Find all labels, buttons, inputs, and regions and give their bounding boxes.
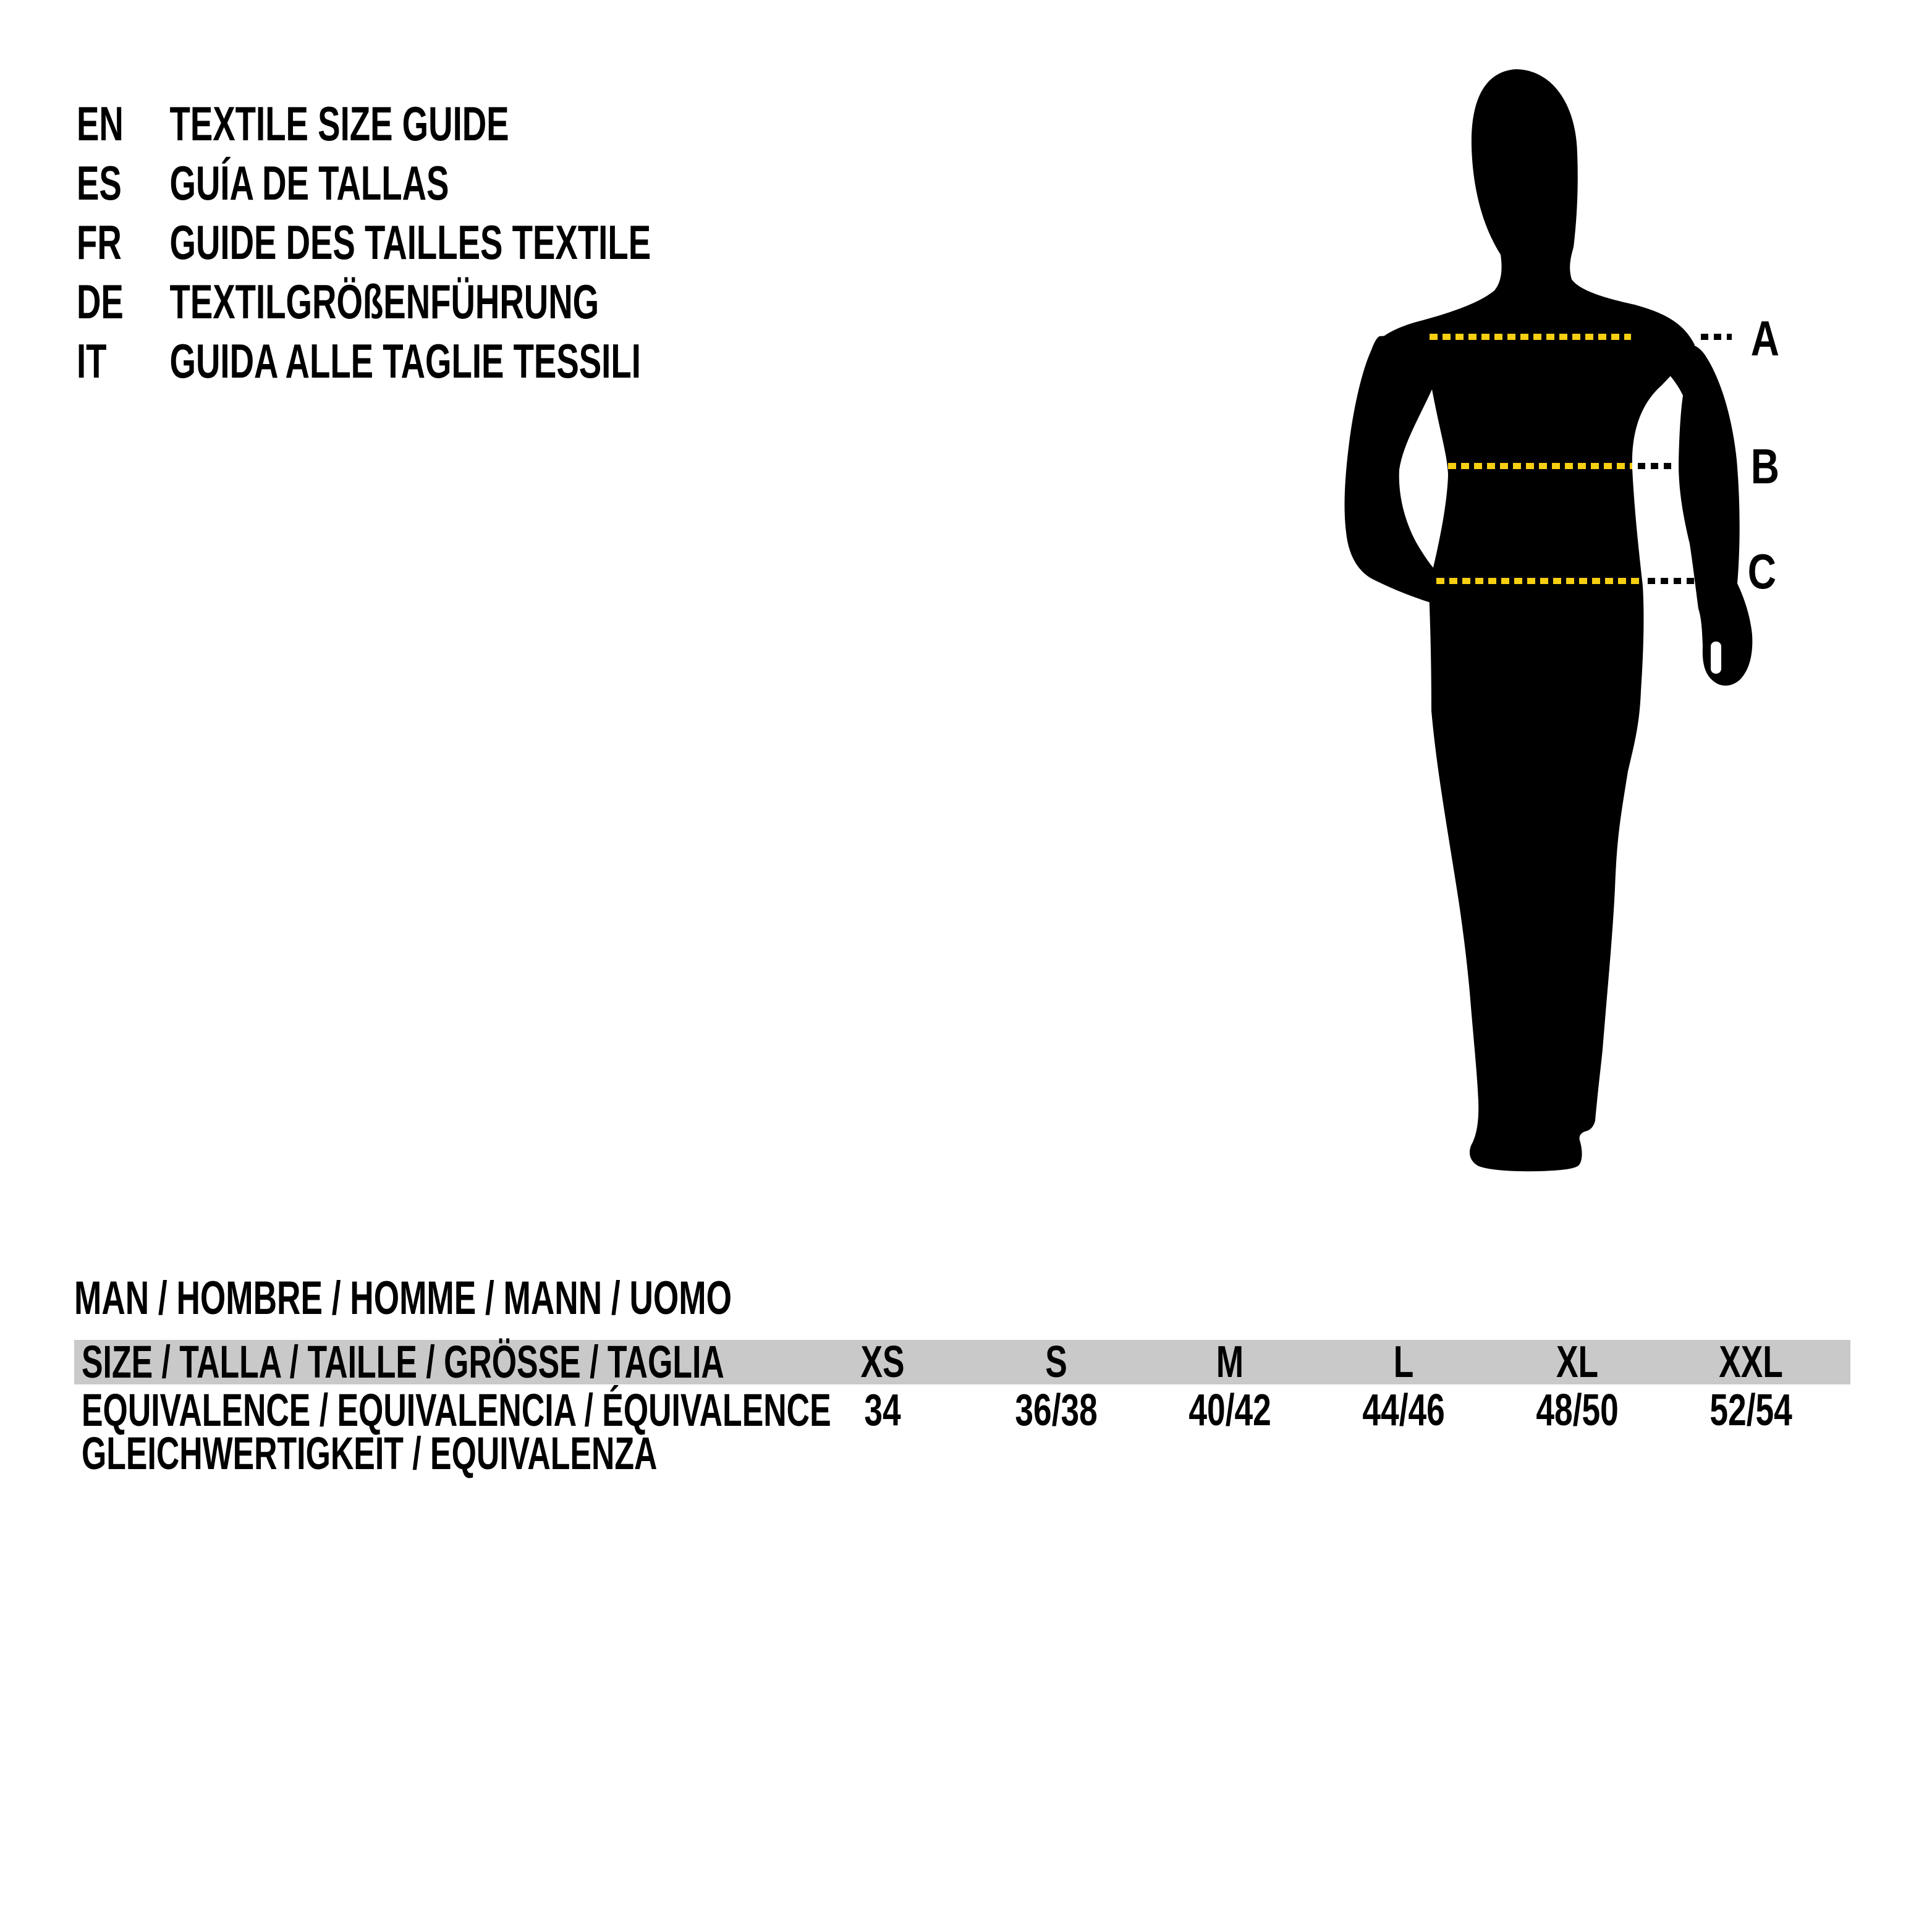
equivalence-cell-l: 44/46 (1362, 1386, 1445, 1435)
lang-title: TEXTILE SIZE GUIDE (169, 96, 509, 151)
lang-row-es (77, 153, 609, 213)
measure-label-b: B (1750, 439, 1780, 494)
lang-title: GUIDA ALLE TAGLIE TESSILI (169, 334, 641, 388)
equivalence-cell-xs: 34 (864, 1386, 901, 1435)
lang-title: GUIDE DES TAILLES TEXTILE (169, 215, 651, 269)
size-row-label: SIZE / TALLA / TAILLE / GRÖSSE / TAGLIA (82, 1336, 724, 1388)
size-cell-s: S (1045, 1337, 1067, 1387)
lang-code: IT (77, 334, 107, 388)
lang-row-fr (77, 213, 897, 272)
lang-code: ES (77, 156, 122, 210)
man-silhouette-right-arm (1663, 344, 1752, 686)
lang-title: TEXTILGRÖßENFÜHRUNG (169, 274, 600, 329)
size-cell-l: L (1393, 1337, 1414, 1387)
lang-code: EN (77, 96, 124, 151)
equivalence-cell-m: 40/42 (1188, 1386, 1271, 1435)
section-heading: MAN / HOMBRE / HOMME / MANN / UOMO (74, 1272, 732, 1324)
lang-code: DE (77, 274, 124, 329)
measure-label-a: A (1750, 311, 1780, 366)
size-cell-xxl: XXL (1719, 1337, 1783, 1387)
equivalence-cell-xl: 48/50 (1536, 1386, 1619, 1435)
lang-code: FR (77, 215, 122, 269)
lang-title: GUÍA DE TALLAS (169, 156, 449, 210)
lang-row-de (77, 272, 823, 331)
man-silhouette-figure (1292, 59, 1811, 1197)
size-cell-xl: XL (1556, 1337, 1599, 1387)
size-cell-xs: XS (860, 1337, 905, 1387)
lang-row-en (77, 94, 694, 153)
equivalence-row-label-line1: EQUIVALENCE / EQUIVALENCIA / ÉQUIVALENCE (82, 1384, 831, 1436)
lang-row-it (77, 331, 883, 391)
man-silhouette-body (1371, 69, 1695, 1171)
measure-label-c: C (1747, 544, 1777, 599)
equivalence-cell-xxl: 52/54 (1710, 1386, 1792, 1435)
equivalence-row-label-line2: GLEICHWERTIGKEIT / EQUIVALENZA (82, 1428, 658, 1479)
hand-thumb-gap (1711, 642, 1721, 674)
size-cell-m: M (1216, 1337, 1244, 1387)
equivalence-cell-s: 36/38 (1015, 1386, 1098, 1435)
